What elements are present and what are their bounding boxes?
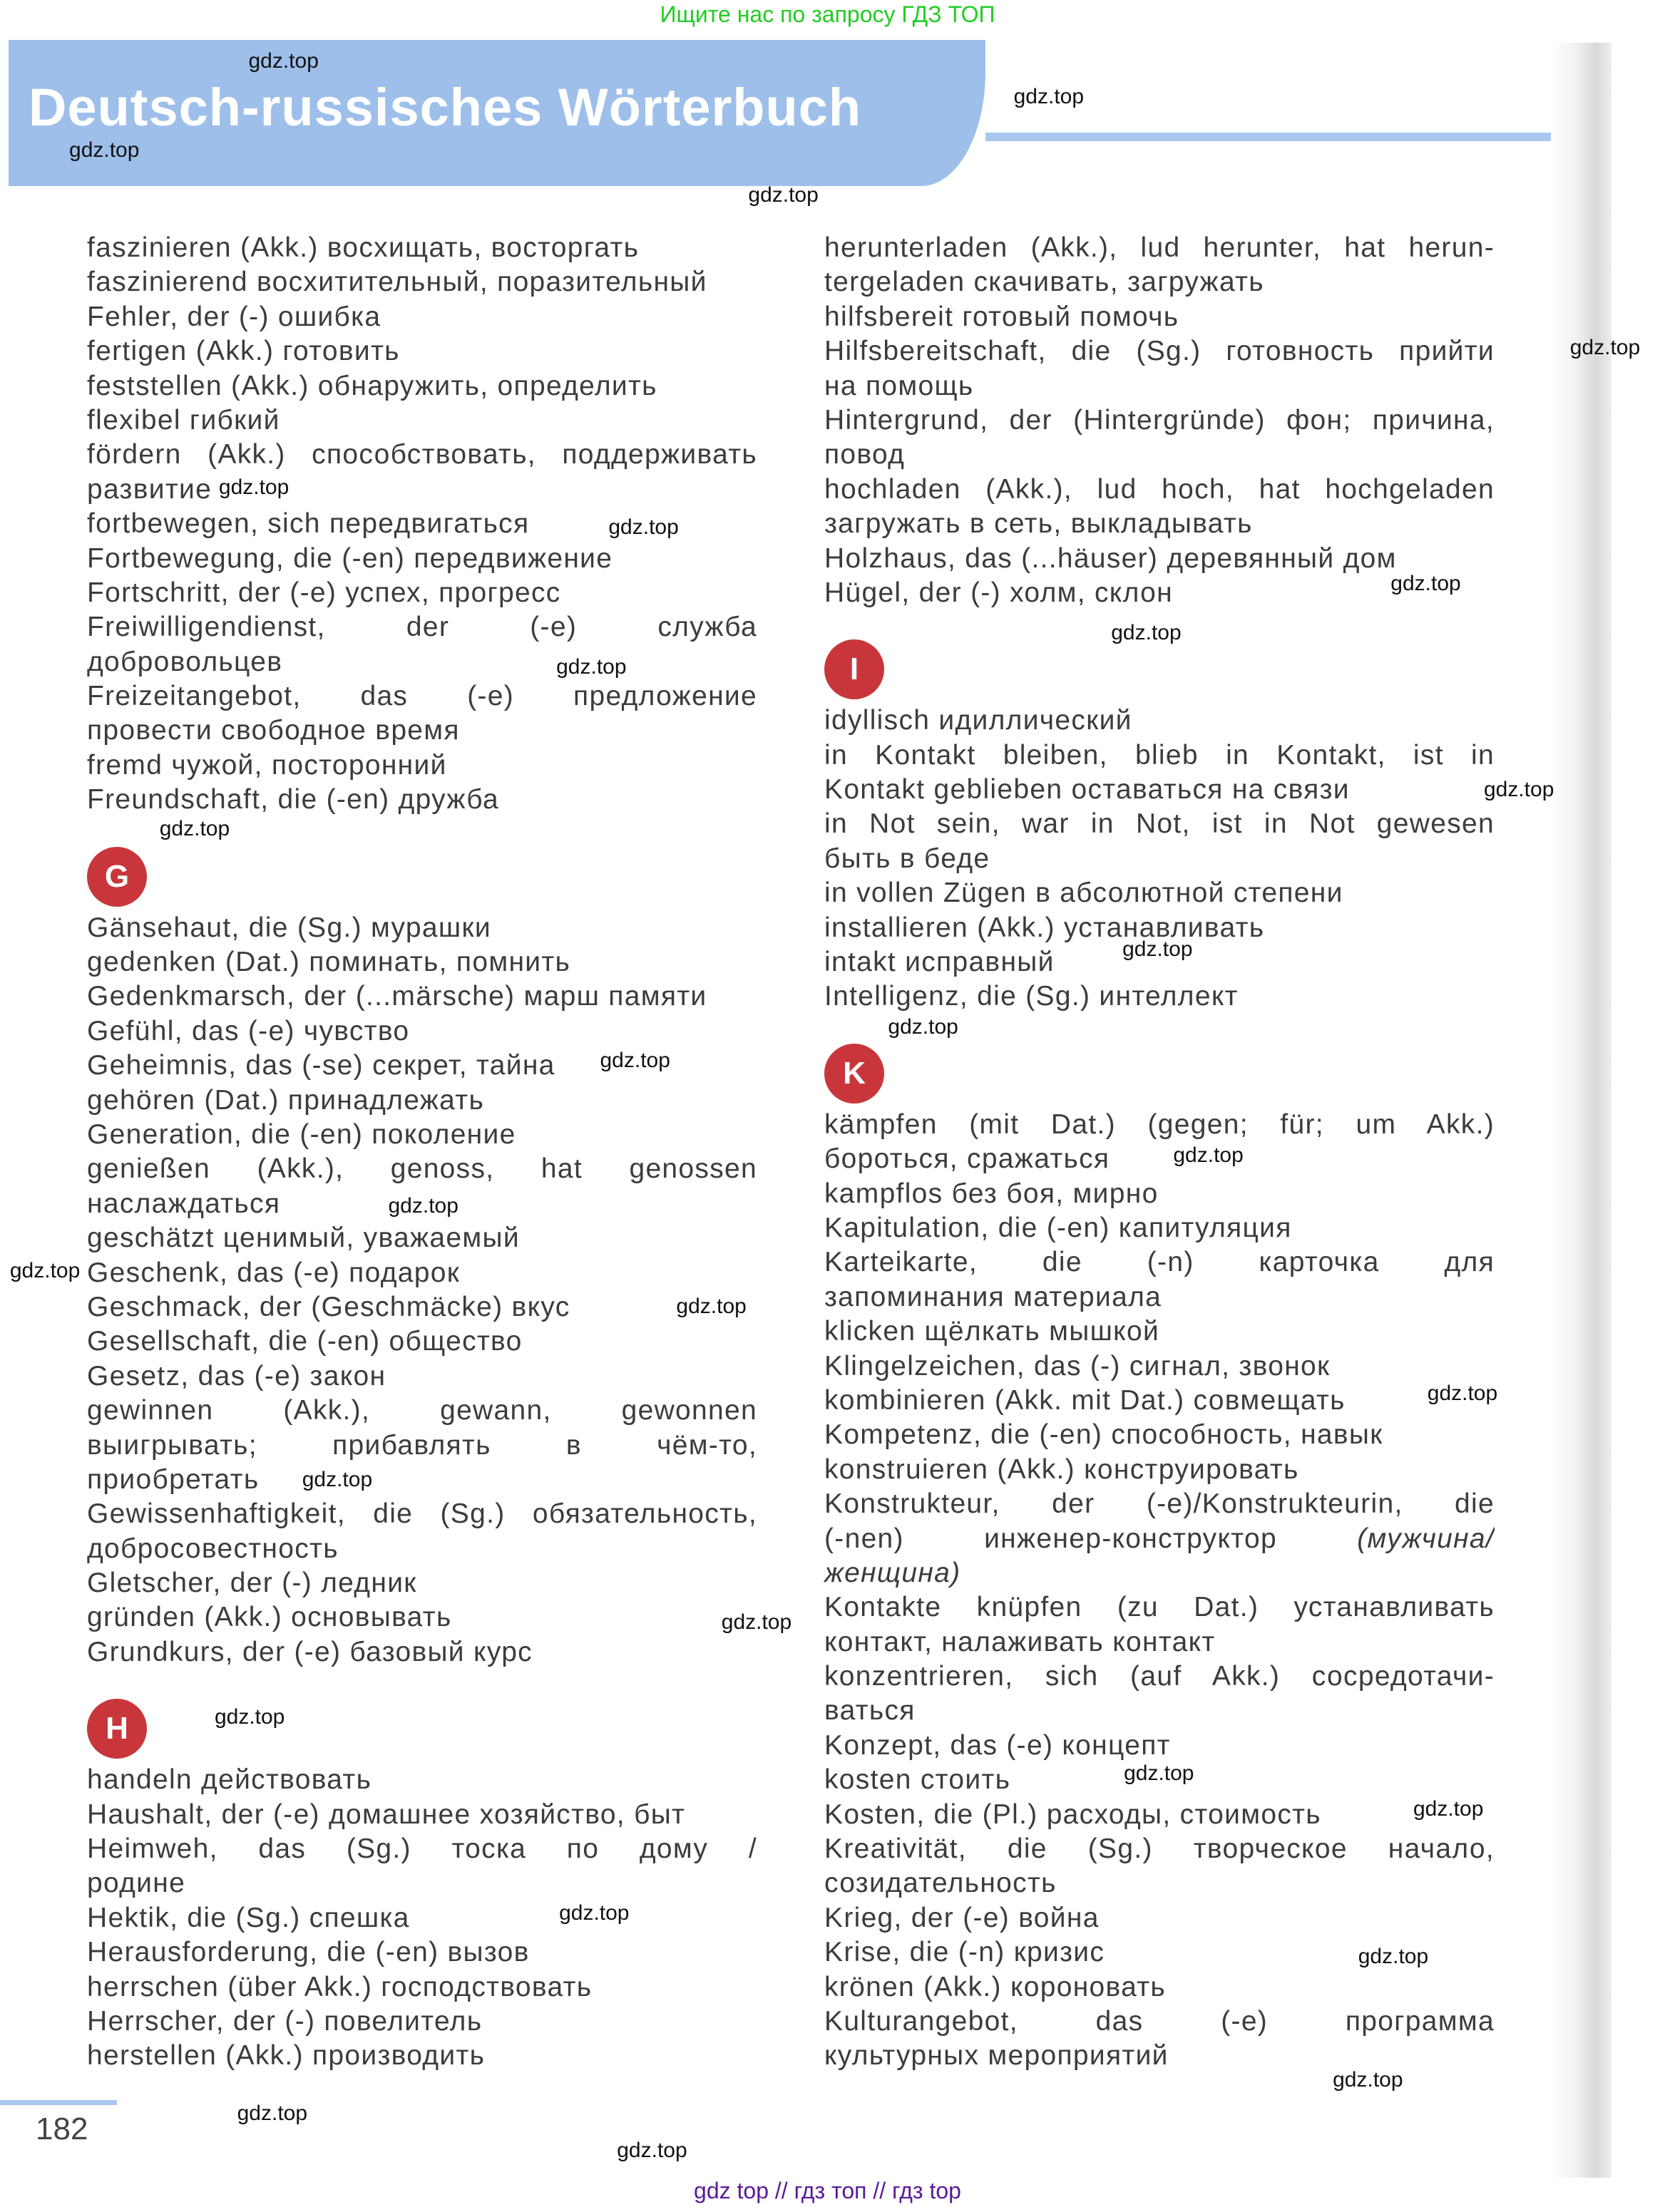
entry-line: приобретать xyxy=(87,1463,260,1495)
dictionary-entry xyxy=(824,1729,1495,1763)
watermark-text: gdz.top xyxy=(1111,621,1182,645)
entry-line: hilfsbereit готовый помочь xyxy=(824,301,1179,332)
entry-line: herrschen (über Akk.) господствовать xyxy=(87,1971,593,2002)
dictionary-entry xyxy=(824,704,1495,738)
watermark-text: gdz.top xyxy=(748,183,819,207)
entry-line: Gewissenhaftigkeit, die (Sg.) обязательность, xyxy=(87,1498,757,1530)
entry-line: Heimweh, das (Sg.) тоска по дому / xyxy=(87,1833,757,1865)
dictionary-entry xyxy=(87,438,757,507)
watermark-text: gdz.top xyxy=(556,654,627,679)
letter-badge: I xyxy=(824,639,884,699)
dictionary-entry xyxy=(87,1901,757,1935)
watermark-text: gdz.top xyxy=(1358,1945,1429,1969)
dictionary-entry xyxy=(87,2039,757,2073)
watermark-text: gdz.top xyxy=(1390,571,1461,595)
dictionary-entry xyxy=(87,911,757,945)
entry-line: Kreativität, die (Sg.) творческое начало, xyxy=(824,1833,1495,1865)
dictionary-entry xyxy=(87,1359,757,1394)
dictionary-entry xyxy=(824,1798,1495,1832)
entry-line: Grundkurs, der (-e) базовый курс xyxy=(87,1636,533,1667)
dictionary-entry xyxy=(87,1221,757,1255)
watermark-text: gdz.top xyxy=(676,1294,747,1318)
header-rule xyxy=(985,133,1610,141)
dictionary-entry xyxy=(87,1635,757,1670)
entry-line: flexibel гибкий xyxy=(87,404,280,436)
entry-line: klicken щёлкать мышкой xyxy=(824,1316,1160,1347)
entry-line: Gänsehaut, die (Sg.) мурашки xyxy=(87,912,491,943)
watermark-text: gdz.top xyxy=(248,49,319,73)
watermark-text: gdz.top xyxy=(1569,336,1641,360)
entry-line: Krise, die (-n) кризис xyxy=(824,1937,1105,1968)
entry-line: kombinieren (Akk. mit Dat.) совмещать xyxy=(824,1384,1346,1416)
entry-line: культурных мероприятий xyxy=(824,2040,1169,2072)
top-ad-text[interactable]: Ищите нас по запросу ГДЗ ТОП xyxy=(660,1,995,27)
entry-line: Gefühl, das (-e) чувство xyxy=(87,1015,410,1046)
entry-line: feststellen (Akk.) обнаружить, определить xyxy=(87,370,657,401)
dictionary-entry xyxy=(824,739,1495,808)
page-edge-shadow xyxy=(1551,43,1612,2178)
entry-line: konstruieren (Akk.) конструировать xyxy=(824,1454,1299,1485)
entry-line: krönen (Akk.) короновать xyxy=(824,1971,1167,2002)
watermark-text: gdz.top xyxy=(1333,2067,1403,2092)
entry-line: добросовестность xyxy=(87,1533,339,1564)
entry-line: Kulturangebot, das (-e) программа xyxy=(824,2005,1495,2037)
dictionary-entry xyxy=(824,1245,1495,1315)
watermark-text: gdz.top xyxy=(302,1468,373,1492)
entry-line: Hilfsbereitschaft, die (Sg.) готовность прийти xyxy=(824,336,1495,367)
dictionary-entry xyxy=(87,300,757,334)
entry-line: на помощь xyxy=(824,370,974,401)
letter-section-header xyxy=(87,1670,757,1763)
dictionary-entry xyxy=(824,2005,1495,2074)
entry-line: faszinierend восхитительный, поразительный xyxy=(87,267,707,298)
watermark-text: gdz.top xyxy=(9,1259,81,1283)
dictionary-entry xyxy=(824,1832,1495,1901)
entry-line: Fortschritt, der (-e) успех, прогресс xyxy=(87,577,561,608)
entry-line: intakt исправный xyxy=(824,947,1055,978)
entry-line: бороться, сражаться xyxy=(824,1143,1110,1175)
dictionary-entry xyxy=(87,1118,757,1152)
entry-line: Holzhaus, das (...häuser) деревянный дом xyxy=(824,542,1397,574)
dictionary-entry xyxy=(824,1315,1495,1349)
entry-line: Fortbewegung, die (-en) передвижение xyxy=(87,542,613,574)
dictionary-entry xyxy=(824,473,1495,542)
right-column xyxy=(824,231,1498,2074)
dictionary-entry xyxy=(824,876,1495,910)
entry-line: Haushalt, der (-e) домашнее хозяйство, быт xyxy=(87,1799,686,1830)
watermark-text: gdz.top xyxy=(1124,1761,1194,1786)
dictionary-entry xyxy=(824,542,1495,576)
letter-badge: K xyxy=(824,1044,884,1104)
entry-line: in Not sein, war in Not, ist in Not gewesen xyxy=(824,808,1495,840)
dictionary-entry xyxy=(824,334,1495,403)
title-banner xyxy=(9,40,985,186)
dictionary-entry xyxy=(824,1487,1495,1590)
entry-line: fortbewegen, sich передвигаться xyxy=(87,508,530,540)
entry-line: kämpfen (mit Dat.) (gegen; für; um Akk.) xyxy=(824,1108,1495,1140)
watermark-text: gdz.top xyxy=(1122,937,1193,961)
entry-line: fremd чужой, посторонний xyxy=(87,749,447,781)
entry-line: родине xyxy=(87,1868,186,1899)
entry-line: контакт, налаживать контакт xyxy=(824,1626,1216,1657)
dictionary-entry xyxy=(87,542,757,576)
entry-line: созидательность xyxy=(824,1868,1057,1899)
entry-line: Hintergrund, der (Hintergründe) фон; причина, xyxy=(824,404,1495,436)
entry-line: Hügel, der (-) холм, склон xyxy=(824,577,1173,608)
watermark-text: gdz.top xyxy=(617,2138,687,2162)
entry-line: быть в беде xyxy=(824,843,990,874)
dictionary-entry xyxy=(87,1014,757,1049)
entry-line: Konzept, das (-e) концепт xyxy=(824,1729,1171,1761)
dictionary-entry xyxy=(824,1382,1498,1418)
entry-line: наслаждаться xyxy=(87,1188,281,1219)
dictionary-entry xyxy=(824,1970,1495,2005)
entry-line: Freiwilligendienst, der (-e) служба xyxy=(87,612,757,643)
entry-line: выигрывать; прибавлять в чём-то, xyxy=(87,1429,757,1461)
entry-italic-note: женщина) xyxy=(824,1557,961,1588)
dictionary-entry xyxy=(824,1349,1495,1384)
dictionary-entry xyxy=(87,265,757,299)
watermark-text: gdz.top xyxy=(1483,777,1554,801)
entry-line: Kapitulation, die (-en) капитуляция xyxy=(824,1212,1292,1243)
page-number: 182 xyxy=(36,2111,88,2146)
letter-badge: G xyxy=(87,847,147,907)
dictionary-entry xyxy=(87,979,757,1014)
entry-line: Hektik, die (Sg.) спешка xyxy=(87,1902,410,1933)
entry-line: Gletscher, der (-) ледник xyxy=(87,1568,417,1599)
entry-line: installieren (Akk.) устанавливать xyxy=(824,912,1265,943)
entry-line: Krieg, der (-e) война xyxy=(824,1902,1100,1933)
entry-line: gewinnen (Akk.), gewann, gewonnen xyxy=(87,1395,757,1426)
entry-line: gründen (Akk.) основывать xyxy=(87,1602,452,1633)
entry-line: geschätzt ценимый, уважаемый xyxy=(87,1223,520,1254)
entry-line: провести свободное время xyxy=(87,715,460,746)
entry-line: idyllisch идиллический xyxy=(824,705,1132,736)
entry-line: in vollen Zügen в абсолютной степени xyxy=(824,878,1343,909)
entry-line: Geheimnis, das (-se) секрет, тайна xyxy=(87,1050,555,1081)
dictionary-entry xyxy=(87,334,757,369)
dictionary-entry xyxy=(87,1566,757,1600)
watermark-text: gdz.top xyxy=(608,515,679,539)
dictionary-entry xyxy=(824,1660,1495,1729)
dictionary-entry xyxy=(824,807,1495,876)
entry-line: herstellen (Akk.) производить xyxy=(87,2040,486,2072)
dictionary-entry xyxy=(87,403,757,438)
dictionary-entry xyxy=(824,1590,1495,1660)
entry-line: ваться xyxy=(824,1695,916,1727)
entry-line: genießen (Akk.), genoss, hat genossen xyxy=(87,1153,757,1185)
entry-line: Gesetz, das (-e) закон xyxy=(87,1360,386,1391)
entry-line: fördern (Akk.) способствовать, поддерживать xyxy=(87,439,757,470)
dictionary-entry xyxy=(824,1177,1495,1211)
entry-line: Freundschaft, die (-en) дружба xyxy=(87,784,499,816)
entry-line: Karteikarte, die (-n) карточка для xyxy=(824,1247,1495,1278)
entry-line: Geschenk, das (-e) подарок xyxy=(87,1257,461,1288)
page-title: Deutsch-russisches Wörterbuch xyxy=(29,78,862,137)
dictionary-entry xyxy=(87,945,757,979)
entry-line: Kontakte knüpfen (zu Dat.) устанавливать xyxy=(824,1592,1495,1623)
watermark-text: gdz.top xyxy=(218,475,290,500)
letter-badge: H xyxy=(87,1699,147,1759)
entry-line xyxy=(824,1522,1495,1556)
watermark-text: gdz.top xyxy=(159,817,230,841)
entry-line: запоминания материала xyxy=(824,1281,1162,1312)
entry-line: kosten стоить xyxy=(824,1764,1011,1796)
entry-line: handeln действовать xyxy=(87,1764,372,1796)
entry-line: повод xyxy=(824,439,906,470)
dictionary-entry xyxy=(87,1497,757,1566)
entry-line: Kosten, die (Pl.) расходы, стоимость xyxy=(824,1799,1321,1830)
entry-line: добровольцев xyxy=(87,646,283,677)
entry-line xyxy=(824,1556,1495,1590)
watermark-text: gdz.top xyxy=(237,2102,308,2126)
entry-line: Generation, die (-en) поколение xyxy=(87,1118,516,1150)
watermark-text: gdz.top xyxy=(69,138,140,163)
entry-line: Gedenkmarsch, der (...märsche) марш памяти xyxy=(87,981,707,1012)
dictionary-entry xyxy=(87,679,757,749)
dictionary-entry xyxy=(87,231,757,265)
watermark-text: gdz.top xyxy=(214,1704,285,1729)
entry-line: Fehler, der (-) ошибка xyxy=(87,301,381,332)
watermark-text: gdz.top xyxy=(721,1610,792,1635)
dictionary-entry xyxy=(824,300,1495,334)
dictionary-entry xyxy=(87,2005,757,2039)
dictionary-entry xyxy=(824,231,1495,300)
dictionary-entry xyxy=(87,1600,757,1635)
entry-line: gehören (Dat.) принадлежать xyxy=(87,1084,485,1116)
entry-line: Gesellschaft, die (-en) общество xyxy=(87,1326,523,1357)
left-column xyxy=(87,231,757,2074)
entry-line: kampflos без боя, мирно xyxy=(824,1178,1159,1209)
dictionary-entry xyxy=(87,1256,757,1290)
watermark-text: gdz.top xyxy=(888,1014,958,1039)
entry-line: herunterladen (Akk.), lud herunter, hat herun- xyxy=(824,232,1495,263)
watermark-text: gdz.top xyxy=(559,1901,630,1925)
watermark-text: gdz.top xyxy=(600,1049,670,1073)
dictionary-entry xyxy=(824,1211,1495,1245)
dictionary-entry xyxy=(824,1418,1495,1452)
dictionary-entry xyxy=(87,1324,757,1359)
dictionary-entry xyxy=(87,576,757,610)
entry-line: Klingelzeichen, das (-) сигнал, звонок xyxy=(824,1350,1331,1382)
dictionary-entry xyxy=(824,403,1495,473)
dictionary-entry xyxy=(824,1108,1495,1177)
dictionary-entry xyxy=(87,1084,757,1118)
dictionary-entry xyxy=(87,1290,757,1324)
entry-line: Herausforderung, die (-en) вызов xyxy=(87,1937,530,1968)
dictionary-entry xyxy=(87,1763,757,1797)
dictionary-entry xyxy=(824,1901,1495,1935)
entry-line: hochladen (Akk.), lud hoch, hat hochgeladen xyxy=(824,473,1495,505)
dictionary-entry xyxy=(87,749,757,783)
entry-line: Geschmack, der (Geschmäcke) вкус xyxy=(87,1291,570,1322)
entry-italic-note: (мужчина/ xyxy=(1357,1523,1495,1554)
entry-line: faszinieren (Akk.) восхищать, восторгать xyxy=(87,232,640,263)
entry-line: Kontakt geblieben оставаться на связи xyxy=(824,774,1350,806)
watermark-text: gdz.top xyxy=(1427,1382,1498,1406)
page-number-bar xyxy=(0,2100,117,2105)
entry-line: Konstrukteur, der (-e)/Konstrukteurin, die xyxy=(824,1488,1495,1520)
watermark-text: gdz.top xyxy=(1013,84,1085,108)
dictionary-entry xyxy=(87,369,757,403)
entry-line: konzentrieren, sich (auf Akk.) сосредотачи- xyxy=(824,1661,1495,1692)
dictionary-entry xyxy=(824,1453,1495,1487)
entry-line: Kompetenz, die (-en) способность, навык xyxy=(824,1419,1383,1451)
entry-line: gedenken (Dat.) поминать, помнить xyxy=(87,947,571,978)
entry-line: in Kontakt bleiben, blieb in Kontakt, ist in xyxy=(824,739,1495,771)
dictionary-entry xyxy=(87,1832,757,1901)
entry-line: Intelligenz, die (Sg.) интеллект xyxy=(824,981,1239,1012)
watermark-text: gdz.top xyxy=(1173,1143,1244,1167)
entry-line: Freizeitangebot, das (-e) предложение xyxy=(87,681,757,712)
watermark-text: gdz.top xyxy=(388,1194,458,1218)
dictionary-entry xyxy=(87,1935,757,1970)
dictionary-entry xyxy=(87,783,757,817)
dictionary-entry xyxy=(87,1970,757,2005)
entry-line: загружать в сеть, выкладывать xyxy=(824,508,1253,540)
entry-line: fertigen (Akk.) готовить xyxy=(87,336,400,367)
entry-line: развитие xyxy=(87,473,212,505)
dictionary-entry xyxy=(87,1394,757,1497)
entry-line: Herrscher, der (-) повелитель xyxy=(87,2005,483,2037)
watermark-text: gdz.top xyxy=(1413,1796,1484,1821)
bottom-ad-text[interactable]: gdz top // гдз топ // гдз top xyxy=(694,2178,961,2203)
entry-text: (-nen) инженер-конструктор xyxy=(824,1523,1358,1554)
dictionary-entry xyxy=(87,1798,757,1832)
entry-line: tergeladen скачивать, загружать xyxy=(824,267,1264,298)
dictionary-entry xyxy=(824,979,1495,1014)
dictionary-entry xyxy=(87,610,757,679)
